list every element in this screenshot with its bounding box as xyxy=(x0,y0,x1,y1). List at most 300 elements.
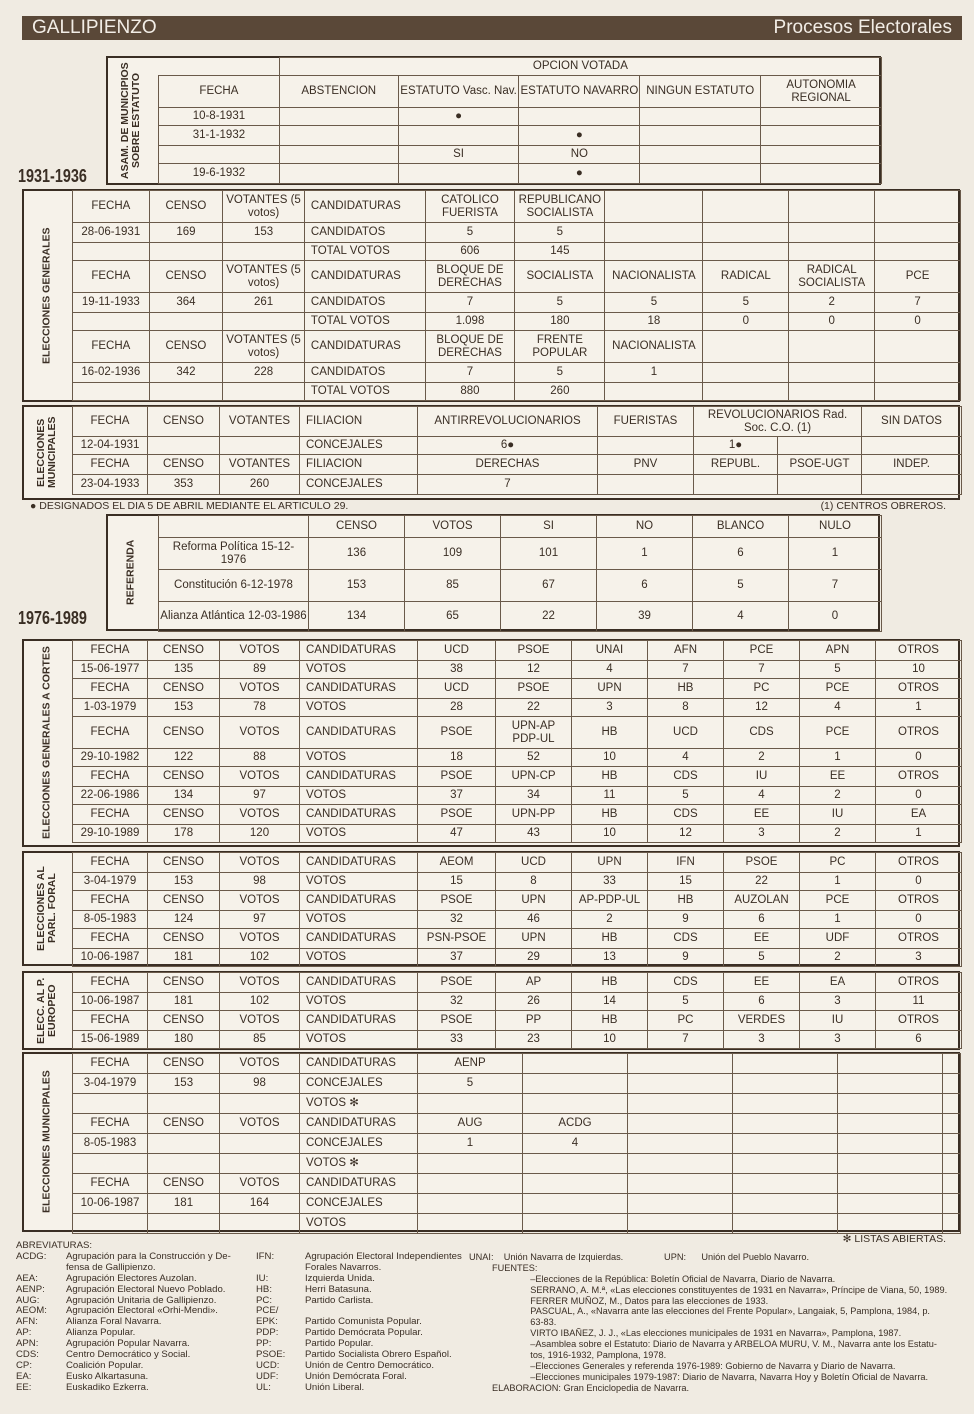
table-cell: 169 xyxy=(149,223,223,243)
table-cell: 7 xyxy=(418,475,598,495)
abbr-names-2: Agrupación Electoral Independientes Forales Navarros. Izquierda Unida. Herri Batasuna. Partido Carlista. Partido Comunista Popular. Partido Demócrata Popular. Partido Popular. Partido Socialista Obrero Español. Unión de Centro Democrático. Unión Demócrata Foral. Unión Liberal. xyxy=(305,1250,462,1393)
table-cell: 5 xyxy=(800,661,876,679)
table-cell: 12-04-1931 xyxy=(73,437,148,455)
table-row xyxy=(73,223,961,243)
table-cell: CENSO xyxy=(148,891,220,911)
table-cell: 15 xyxy=(418,873,496,891)
table-row xyxy=(159,538,882,570)
table-row xyxy=(73,1194,961,1214)
table-cell: PSOE xyxy=(496,641,572,661)
table-cell: 181 xyxy=(148,1194,220,1214)
table-cell: 180 xyxy=(515,313,605,331)
table-cell: 6 xyxy=(876,1031,962,1049)
table-cell: ABSTENCION xyxy=(279,76,398,108)
table-cell: PSN-PSOE xyxy=(418,929,496,949)
table-row xyxy=(73,993,962,1011)
table-cell: 0 xyxy=(703,313,789,331)
table-row xyxy=(73,243,961,261)
table-cell: RADICAL xyxy=(703,261,789,293)
table-cell: 153 xyxy=(148,699,220,717)
table-cell xyxy=(875,223,961,243)
table-cell xyxy=(943,1214,961,1234)
table-cell: 4 xyxy=(693,602,789,632)
table-cell: NO xyxy=(519,146,640,164)
table-cell: FECHA xyxy=(73,1011,148,1031)
table-cell xyxy=(703,223,789,243)
ref-section xyxy=(106,514,880,631)
table-cell xyxy=(789,243,875,261)
table-cell: 102 xyxy=(220,993,300,1011)
table-cell xyxy=(761,146,882,164)
table-row xyxy=(73,1154,961,1174)
table-cell: 10-06-1987 xyxy=(73,1194,148,1214)
table-row xyxy=(159,164,882,184)
table-cell: 97 xyxy=(220,787,300,805)
table-cell xyxy=(789,331,875,363)
table-row xyxy=(159,126,882,146)
gen1931-label: ELECCIONES GENERALES xyxy=(40,227,53,364)
table-cell: 5 xyxy=(425,223,515,243)
table-cell xyxy=(628,1074,733,1094)
table-cell: VERDES xyxy=(724,1011,800,1031)
table-cell: INDEP. xyxy=(862,455,962,475)
table-cell: EE xyxy=(724,805,800,825)
table-cell xyxy=(875,191,961,223)
table-cell: NACIONALISTA xyxy=(605,261,703,293)
mun1979-label: ELECCIONES MUNICIPALES xyxy=(40,1070,53,1214)
table-cell: 7 xyxy=(648,1031,724,1049)
table-cell: VOTOS ✻ xyxy=(300,1154,418,1174)
table-cell: VOTOS xyxy=(220,853,300,873)
table-cell: CANDIDATURAS xyxy=(304,261,425,293)
table-cell xyxy=(523,1074,628,1094)
table-cell: 34 xyxy=(496,787,572,805)
table-cell: 5 xyxy=(648,787,724,805)
table-cell xyxy=(789,363,875,383)
table-cell xyxy=(875,383,961,401)
table-cell: FECHA xyxy=(73,1054,148,1074)
gen1977-table xyxy=(72,640,962,843)
table-cell: 124 xyxy=(148,911,220,929)
table-cell: 5 xyxy=(515,363,605,383)
table-cell: UPN xyxy=(496,891,572,911)
table-cell: 4 xyxy=(648,749,724,767)
table-cell: HB xyxy=(648,679,724,699)
table-cell xyxy=(838,1194,943,1214)
table-cell xyxy=(523,1054,628,1074)
asam-label: ASAM. DE MUNICIPIOS SOBRE ESTATUTO xyxy=(118,62,142,179)
table-cell: HB xyxy=(572,767,648,787)
table-cell: 11 xyxy=(572,787,648,805)
table-cell: 32 xyxy=(418,911,496,929)
table-cell: 15-06-1989 xyxy=(73,1031,148,1049)
table-cell: CENSO xyxy=(148,767,220,787)
table-cell: 22-06-1986 xyxy=(73,787,148,805)
table-cell: APN xyxy=(800,641,876,661)
table-row xyxy=(73,641,962,661)
table-cell: FECHA xyxy=(73,891,148,911)
table-row xyxy=(73,749,962,767)
table-cell: 10 xyxy=(572,749,648,767)
table-cell: FILIACION xyxy=(300,455,418,475)
table-cell: 7 xyxy=(724,661,800,679)
table-row xyxy=(73,363,961,383)
table-cell xyxy=(220,1214,300,1234)
table-cell xyxy=(875,331,961,363)
table-cell: 260 xyxy=(220,475,300,495)
table-cell xyxy=(943,1174,961,1194)
table-cell: 1 xyxy=(605,363,703,383)
table-cell: 98 xyxy=(220,873,300,891)
table-cell: 3 xyxy=(800,993,876,1011)
table-cell: 8 xyxy=(496,873,572,891)
table-cell: 0 xyxy=(875,313,961,331)
table-cell: 153 xyxy=(223,223,305,243)
table-cell: AP-PDP-UL xyxy=(572,891,648,911)
table-cell: VOTOS xyxy=(405,516,501,538)
table-row xyxy=(73,475,962,495)
table-cell xyxy=(943,1154,961,1174)
table-cell: PCE xyxy=(800,679,876,699)
table-cell xyxy=(943,1074,961,1094)
table-cell xyxy=(398,126,519,146)
table-cell: CATOLICO FUERISTA xyxy=(425,191,515,223)
mun1979-section xyxy=(22,1052,960,1232)
table-cell: 7 xyxy=(425,293,515,313)
table-cell: 145 xyxy=(515,243,605,261)
table-row xyxy=(73,1114,961,1134)
table-cell: 65 xyxy=(405,602,501,632)
table-cell: 1 xyxy=(800,749,876,767)
table-cell: 15-06-1977 xyxy=(73,661,148,679)
ref-table xyxy=(158,515,882,632)
table-cell xyxy=(220,1154,300,1174)
table-cell: 2 xyxy=(572,911,648,929)
table-cell: 101 xyxy=(501,538,597,570)
table-cell: AUTONOMIA REGIONAL xyxy=(761,76,882,108)
table-cell: 2 xyxy=(800,787,876,805)
table-cell: VOTANTES (5 votos) xyxy=(223,261,305,293)
table-cell: CANDIDATURAS xyxy=(304,331,425,363)
euro-section xyxy=(22,971,960,1050)
table-cell: UPN xyxy=(572,853,648,873)
table-cell xyxy=(523,1094,628,1114)
table-cell: CENSO xyxy=(309,516,405,538)
table-cell: 85 xyxy=(220,1031,300,1049)
table-row xyxy=(73,911,962,929)
table-row xyxy=(73,805,962,825)
table-cell: 47 xyxy=(418,825,496,843)
table-cell: 178 xyxy=(148,825,220,843)
table-cell: PSOE xyxy=(496,679,572,699)
table-cell: PSOE xyxy=(418,973,496,993)
table-cell: CDS xyxy=(648,929,724,949)
table-row xyxy=(73,717,962,749)
table-cell: EA xyxy=(876,805,962,825)
table-cell: 1● xyxy=(694,437,778,455)
table-cell: VOTANTES xyxy=(220,455,300,475)
table-cell: CENSO xyxy=(148,853,220,873)
table-cell xyxy=(703,243,789,261)
table-cell: OPCION VOTADA xyxy=(279,58,881,76)
table-cell xyxy=(148,1214,220,1234)
period-1931: 1931-1936 xyxy=(18,166,87,186)
euro-table xyxy=(72,972,962,1049)
table-row xyxy=(73,853,962,873)
table-cell: CONCEJALES xyxy=(300,1194,418,1214)
table-cell: 4 xyxy=(572,661,648,679)
table-cell xyxy=(943,1114,961,1134)
asam-section xyxy=(106,56,881,185)
table-cell: VOTOS xyxy=(220,929,300,949)
table-cell: CANDIDATURAS xyxy=(300,805,418,825)
table-cell: 37 xyxy=(418,949,496,967)
table-cell: 4 xyxy=(800,699,876,717)
table-row xyxy=(73,1214,961,1234)
table-cell xyxy=(838,1174,943,1194)
table-cell: CANDIDATURAS xyxy=(300,1174,418,1194)
table-cell xyxy=(628,1054,733,1074)
table-cell xyxy=(838,1154,943,1174)
table-cell: 3 xyxy=(876,949,962,967)
table-cell: VOTOS xyxy=(220,1174,300,1194)
table-cell: FECHA xyxy=(73,455,148,475)
table-cell: 85 xyxy=(405,570,501,602)
table-cell: CANDIDATURAS xyxy=(304,191,425,223)
table-cell: 4 xyxy=(523,1134,628,1154)
table-cell: CENSO xyxy=(148,717,220,749)
table-cell xyxy=(733,1114,838,1134)
table-row xyxy=(73,407,962,437)
table-cell xyxy=(220,1134,300,1154)
table-cell xyxy=(418,1154,523,1174)
table-cell: CDS xyxy=(648,767,724,787)
table-cell: Reforma Política 15-12-1976 xyxy=(159,538,309,570)
table-cell xyxy=(733,1154,838,1174)
table-cell: CENSO xyxy=(148,679,220,699)
table-cell: UPN xyxy=(572,679,648,699)
table-cell: 0 xyxy=(876,787,962,805)
table-cell: 6 xyxy=(724,993,800,1011)
table-cell xyxy=(875,243,961,261)
table-cell: 6 xyxy=(597,570,693,602)
table-cell: 43 xyxy=(496,825,572,843)
table-cell: 2 xyxy=(800,825,876,843)
table-cell xyxy=(605,191,703,223)
table-row xyxy=(73,293,961,313)
table-cell: UPN-PP xyxy=(496,805,572,825)
table-cell: CENSO xyxy=(148,805,220,825)
mun1931-table xyxy=(72,406,962,495)
table-cell xyxy=(875,363,961,383)
table-cell xyxy=(605,243,703,261)
table-cell: PCE xyxy=(800,891,876,911)
abbr-codes-2: IFN: IU: HB: PC: PCE/ EPK: PDP: PP: PSOE: UCD: UDF: UL: xyxy=(256,1250,286,1393)
table-cell xyxy=(628,1194,733,1214)
table-cell: ESTATUTO NAVARRO xyxy=(519,76,640,108)
table-cell: 6 xyxy=(693,538,789,570)
page-header xyxy=(22,16,962,40)
table-row xyxy=(159,58,882,76)
table-cell: 0 xyxy=(876,911,962,929)
table-cell xyxy=(778,437,862,455)
table-cell: PSOE xyxy=(418,767,496,787)
table-cell: 15 xyxy=(648,873,724,891)
table-cell: FECHA xyxy=(73,767,148,787)
table-cell: CENSO xyxy=(148,1054,220,1074)
table-cell xyxy=(605,383,703,401)
table-cell xyxy=(523,1194,628,1214)
table-cell: 122 xyxy=(148,749,220,767)
table-cell: PCE xyxy=(875,261,961,293)
table-cell: 1 xyxy=(876,825,962,843)
table-cell: NULO xyxy=(789,516,882,538)
table-cell: 1 xyxy=(876,699,962,717)
table-cell xyxy=(778,475,862,495)
table-cell: 120 xyxy=(220,825,300,843)
table-cell: OTROS xyxy=(876,853,962,873)
table-cell: 33 xyxy=(418,1031,496,1049)
table-cell xyxy=(523,1214,628,1234)
table-cell: 10-06-1987 xyxy=(73,949,148,967)
table-cell: NO xyxy=(597,516,693,538)
table-cell: 180 xyxy=(148,1031,220,1049)
table-cell xyxy=(73,1094,148,1114)
table-cell: 7 xyxy=(648,661,724,679)
table-cell: 3-04-1979 xyxy=(73,1074,148,1094)
table-row xyxy=(73,787,962,805)
table-cell: 12 xyxy=(648,825,724,843)
table-cell: 10 xyxy=(572,825,648,843)
table-cell: VOTOS xyxy=(300,661,418,679)
table-cell: AFN xyxy=(648,641,724,661)
table-cell: OTROS xyxy=(876,973,962,993)
table-row xyxy=(73,1074,961,1094)
table-cell xyxy=(703,191,789,223)
table-row xyxy=(73,1094,961,1114)
table-cell: FILIACION xyxy=(300,407,418,437)
table-cell xyxy=(628,1134,733,1154)
table-cell xyxy=(519,108,640,126)
table-cell xyxy=(148,1094,220,1114)
table-row xyxy=(73,929,962,949)
table-cell: 153 xyxy=(148,1074,220,1094)
section-title: Procesos Electorales xyxy=(773,17,952,38)
table-cell xyxy=(398,164,519,184)
table-row xyxy=(73,679,962,699)
table-cell: 12 xyxy=(496,661,572,679)
table-cell: 0 xyxy=(876,749,962,767)
table-cell xyxy=(418,1094,523,1114)
table-cell: NACIONALISTA xyxy=(605,331,703,363)
table-cell: PC xyxy=(724,679,800,699)
table-cell: 12 xyxy=(724,699,800,717)
table-cell xyxy=(761,108,882,126)
table-cell: VOTOS xyxy=(220,641,300,661)
table-cell: FECHA xyxy=(73,805,148,825)
table-cell xyxy=(148,437,220,455)
table-cell: CENSO xyxy=(149,191,223,223)
table-cell: VOTOS xyxy=(300,787,418,805)
table-cell: OTROS xyxy=(876,767,962,787)
table-cell: FECHA xyxy=(73,929,148,949)
table-cell: 2 xyxy=(789,293,875,313)
table-cell xyxy=(733,1094,838,1114)
table-cell: VOTOS xyxy=(300,825,418,843)
table-cell: ● xyxy=(398,108,519,126)
abbr-codes-1: ABREVIATURAS: ACDG: AEA: AENP: AUG: AEOM: AFN: AP: APN: CDS: CP: EA: EE: xyxy=(16,1240,93,1393)
table-cell: 18 xyxy=(605,313,703,331)
table-cell xyxy=(279,126,398,146)
table-cell: 29-10-1982 xyxy=(73,749,148,767)
table-cell: 32 xyxy=(418,993,496,1011)
table-cell: CENSO xyxy=(148,929,220,949)
table-cell: FECHA xyxy=(73,853,148,873)
table-cell: CANDIDATURAS xyxy=(300,973,418,993)
table-cell: CANDIDATURAS xyxy=(300,929,418,949)
table-cell: ACDG xyxy=(523,1114,628,1134)
table-cell: CENSO xyxy=(148,641,220,661)
table-cell: 0 xyxy=(789,313,875,331)
table-cell: VOTOS xyxy=(220,717,300,749)
table-cell: CENSO xyxy=(148,1114,220,1134)
table-cell: VOTOS xyxy=(300,1031,418,1049)
table-row xyxy=(73,191,961,223)
table-cell: CANDIDATURAS xyxy=(300,767,418,787)
table-cell: OTROS xyxy=(876,679,962,699)
table-cell: CANDIDATURAS xyxy=(300,1114,418,1134)
table-cell xyxy=(733,1194,838,1214)
table-cell: CANDIDATURAS xyxy=(300,679,418,699)
table-row xyxy=(159,108,882,126)
table-cell: 3 xyxy=(724,825,800,843)
table-cell: UPN xyxy=(496,929,572,949)
mun1931-section xyxy=(22,405,960,500)
table-cell: 10 xyxy=(572,1031,648,1049)
table-cell: ● xyxy=(519,126,640,146)
table-cell: DERECHAS xyxy=(418,455,598,475)
table-cell: PCE xyxy=(724,641,800,661)
table-cell: REVOLUCIONARIOS Rad. Soc. C.O. (1) xyxy=(694,407,862,437)
table-cell: BLOQUE DE DERECHAS xyxy=(425,331,515,363)
table-cell: 0 xyxy=(789,602,882,632)
table-cell: UDF xyxy=(800,929,876,949)
table-cell: VOTOS xyxy=(300,699,418,717)
table-row xyxy=(73,331,961,363)
table-cell: VOTOS xyxy=(220,891,300,911)
table-cell: VOTOS xyxy=(220,973,300,993)
table-cell: CENSO xyxy=(149,261,223,293)
table-row xyxy=(73,825,962,843)
table-cell: HB xyxy=(572,1011,648,1031)
table-cell xyxy=(598,475,694,495)
table-cell: 1 xyxy=(800,873,876,891)
table-cell: 261 xyxy=(223,293,305,313)
table-cell: 13 xyxy=(572,949,648,967)
table-cell xyxy=(73,1214,148,1234)
table-cell: CANDIDATOS xyxy=(304,363,425,383)
table-cell: EE xyxy=(800,767,876,787)
table-cell: NINGUN ESTATUTO xyxy=(640,76,761,108)
table-cell: 153 xyxy=(309,570,405,602)
table-cell xyxy=(838,1074,943,1094)
table-cell: UPN-CP xyxy=(496,767,572,787)
table-cell xyxy=(628,1094,733,1114)
table-cell: SI xyxy=(501,516,597,538)
table-cell: 109 xyxy=(405,538,501,570)
table-row xyxy=(73,383,961,401)
table-cell: PC xyxy=(800,853,876,873)
